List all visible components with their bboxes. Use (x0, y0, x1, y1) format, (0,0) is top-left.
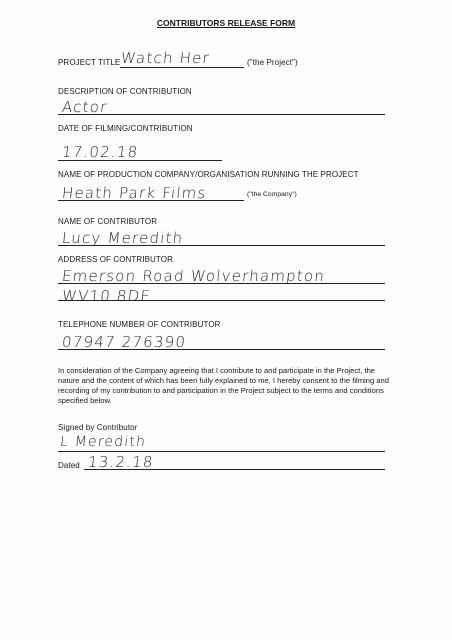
contributor-name-line (58, 245, 385, 246)
project-title-label: PROJECT TITLE (58, 58, 121, 67)
date-value: 17.02.18 (61, 143, 140, 161)
address-line2-value: WV10 8DE (61, 287, 153, 305)
contributor-name-label: NAME OF CONTRIBUTOR (58, 217, 158, 226)
form-title: CONTRIBUTORS RELEASE FORM (156, 18, 296, 28)
address-line2 (58, 300, 385, 301)
dated-value: 13.2.18 (87, 453, 155, 471)
description-label: DESCRIPTION OF CONTRIBUTION (58, 87, 192, 96)
company-value: Heath Park Films (61, 184, 208, 202)
company-label: NAME OF PRODUCTION COMPANY/ORGANISATION RUNNING THE PROJECT (58, 170, 359, 179)
contributor-name-value: Lucy Meredith (61, 229, 185, 247)
phone-label: TELEPHONE NUMBER OF CONTRIBUTOR (58, 320, 221, 329)
description-line (58, 114, 385, 115)
company-line (58, 200, 244, 201)
project-title-value: Watch Her (120, 49, 211, 67)
date-line (58, 160, 222, 161)
consent-paragraph: In consideration of the Company agreeing that I contribute to and participate in the Project, the nature and the content of which has been fully explained to me, I hereby consent to the filming and recording of my contribution to and participation in the Project subject to the terms and conditions specified below. (58, 366, 389, 405)
address-line1 (58, 283, 385, 284)
company-suffix: ("the Company") (247, 191, 297, 198)
signature-line (58, 451, 385, 452)
phone-value: 07947 276390 (61, 333, 188, 351)
address-line1-value: Emerson Road Wolverhampton (61, 267, 327, 285)
phone-line (58, 349, 385, 350)
project-title-line (120, 67, 244, 68)
signed-label: Signed by Contributor (58, 423, 138, 432)
project-suffix: ("the Project") (247, 58, 298, 67)
dated-label: Dated (58, 461, 80, 470)
dated-line (84, 469, 385, 470)
date-label: DATE OF FILMING/CONTRIBUTION (58, 124, 193, 133)
signature-value: L Meredith (59, 434, 147, 450)
description-value: Actor (61, 98, 109, 116)
address-label: ADDRESS OF CONTRIBUTOR (58, 255, 173, 264)
